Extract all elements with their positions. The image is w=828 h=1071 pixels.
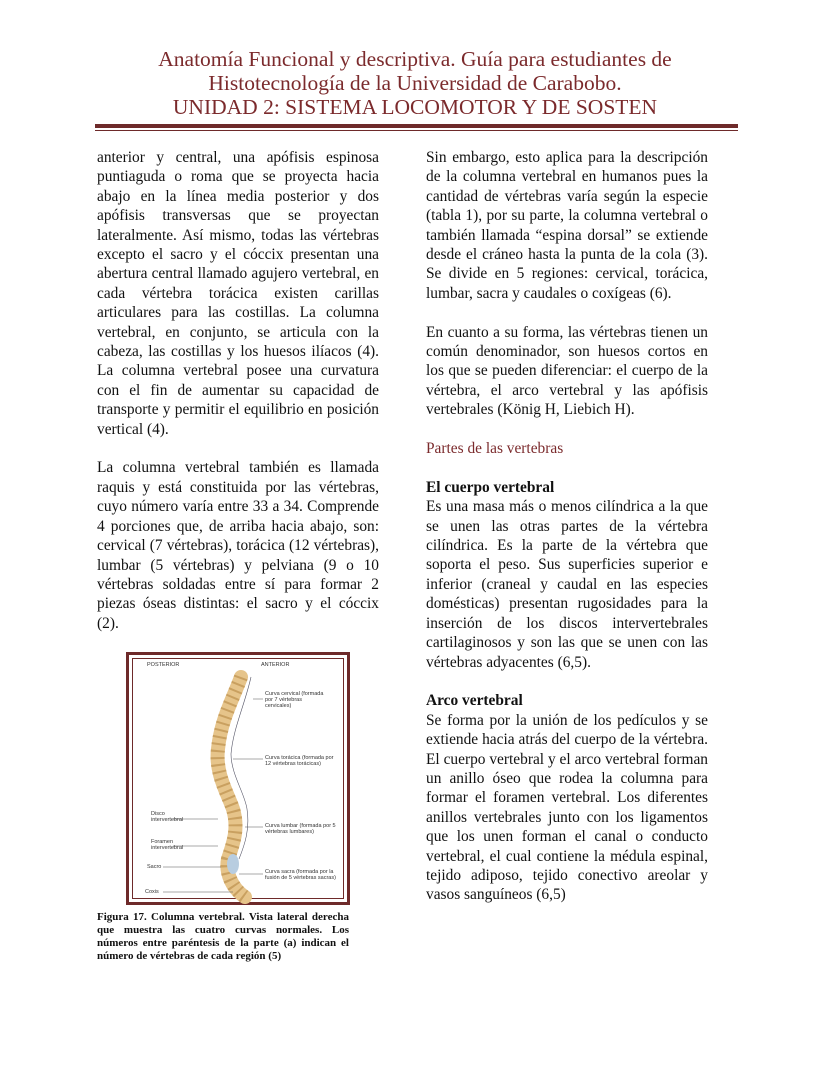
left-column	[97, 148, 379, 653]
paragraph: Se forma por la unión de los pedículos y se extiende hacia atrás del cuerpo de la vértebra. El cuerpo vertebral y el arco vertebral forman un anillo óseo que rodea la columna para formar el foramen vertebral. Los diferentes anillos vertebrales junto con los ligamentos que los unen forman el canal o conducto vertebral, el cual contiene la médula espinal, tejido adiposo, tejido conectivo areolar y vasos sanguíneos (6,5)	[426, 711, 708, 904]
header-line-2: Histotecnología de la Universidad de Carabobo.	[208, 71, 622, 95]
section-subtitle: Partes de las vertebras	[426, 440, 564, 458]
paragraph: anterior y central, una apófisis espinosa puntiaguda o roma que se proyecta hacia abajo en la línea media posterior y dos apófisis transversas que se proyectan lateralmente. Así mismo, todas las vértebras excepto el sacro y el cóccix presentan una abertura central llamado agujero vertebral, en cada vértebra torácica existen carillas articulares para las costillas. La columna vertebral, en conjunto, se articula con la cabeza, las costillas y los huesos ilíacos (4). La columna vertebral posee una curvatura con el fin de aumentar su capacidad de transporte y permitir el equilibrio en posición vertical (4).	[97, 149, 379, 438]
header-line-3: UNIDAD 2: SISTEMA LOCOMOTOR Y DE SOSTEN	[172, 95, 658, 119]
section-heading: El cuerpo vertebral	[426, 478, 555, 496]
label-foramen: Foramen intervertebral	[151, 839, 184, 851]
header-line-1: Anatomía Funcional y descriptiva. Guía para estudiantes de	[158, 47, 672, 71]
label-lumbar: Curva lumbar (formada por 5 vértebras lumbares)	[265, 823, 336, 835]
figure-caption: Figura 17. Columna vertebral. Vista lateral derecha que muestra las cuatro curvas normales. Los números entre paréntesis de la parte (a) indican el número de vértebras de cada región (5)	[97, 911, 349, 962]
label-posterior: POSTERIOR	[147, 662, 180, 668]
paragraph: En cuanto a su forma, las vértebras tienen un común denominador, son huesos cortos en los que se pueden diferenciar: el cuerpo de la vértebra, el arco vertebral y las apófisis vertebrales (König H, Liebich H).	[426, 323, 708, 419]
paragraph: Sin embargo, esto aplica para la descripción de la columna vertebral en humanos pues la cantidad de vértebras varía según la especie (tabla 1), por su parte, la columna vertebral o también llamada “espina dorsal” se extiende desde el cráneo hasta la punta de la cola (3). Se divide en 5 regiones: cervical, torácica, lumbar, sacra y caudales o coxígeas (6).	[426, 149, 708, 302]
label-sacro: Sacro	[147, 864, 162, 870]
spine-figure	[126, 652, 350, 905]
right-column	[426, 148, 708, 924]
header-rule-thin	[95, 130, 738, 131]
label-anterior: ANTERIOR	[261, 662, 290, 668]
page-header	[90, 47, 740, 119]
section-heading: Arco vertebral	[426, 692, 523, 710]
label-disco: Disco intervertebral	[151, 811, 184, 823]
label-sacra: Curva sacra (formada por la fusión de 5 vértebras sacras)	[265, 869, 336, 881]
paragraph: La columna vertebral también es llamada raquis y está constituida por las vértebras, cuyo número varía entre 33 a 34. Comprende 4 porciones que, de arriba hacia abajo, son: cervical (7 vértebras), torácica (12 vértebras), lumbar (5 vértebras) y pelviana (9 o 10 vértebras soldadas entre sí para formar 2 piezas óseas distintas: el sacro y el cóccix (2).	[97, 459, 379, 632]
paragraph: Es una masa más o menos cilíndrica a la que se unen las otras partes de la vértebra cilíndrica. Es la parte de la vértebra que soporta el peso. Sus superficies superior e inferior (craneal y caudal en las especies domésticas) presentan rugosidades para la inserción de los discos intervertebrales cartilaginosos y son las que se unen con las vértebras adyacentes (6,5).	[426, 498, 708, 671]
header-rule	[95, 124, 738, 128]
label-toracica: Curva torácica (formada por 12 vértebras torácicas)	[265, 755, 334, 767]
label-cervical: Curva cervical (formada por 7 vértebras cervicales)	[265, 691, 324, 709]
label-coxis: Coxis	[145, 889, 159, 895]
